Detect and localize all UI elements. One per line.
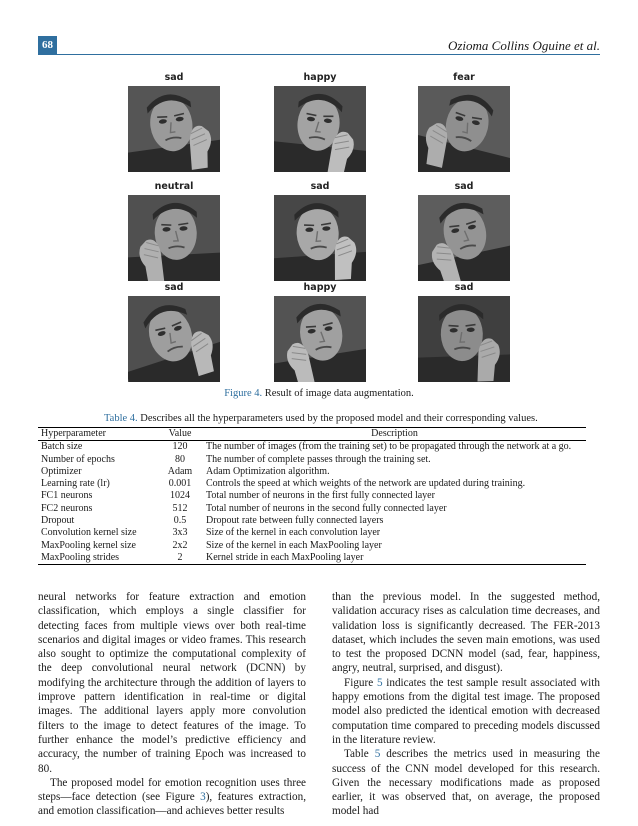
paragraph: [38, 776, 306, 819]
cell-description: Total number of neurons in the second fully connected layer: [206, 502, 447, 514]
table-row: [38, 515, 586, 527]
cell-hyperparameter: Optimizer: [41, 465, 82, 477]
cell-description: Kernel stride in each MaxPooling layer: [203, 552, 586, 565]
cell-value: 3x3: [172, 527, 188, 539]
cell-hyperparameter: Learning rate (lr): [41, 478, 110, 490]
header-value: Value: [157, 428, 203, 441]
face-photo-graphic: [128, 296, 220, 382]
cell-value: 512: [172, 502, 188, 514]
face-photo: [274, 86, 366, 172]
table-row: [38, 478, 586, 490]
cell-hyperparameter: MaxPooling kernel size: [41, 539, 136, 551]
cell-value: 0.001: [168, 478, 192, 490]
emotion-label: sad: [310, 181, 330, 192]
cell-value: 120: [172, 441, 188, 453]
table-row: [38, 490, 586, 502]
paragraph: [332, 676, 600, 747]
face-photo: [418, 195, 510, 281]
page-header: [38, 36, 600, 56]
face-photo-graphic: [418, 86, 510, 172]
table-row: [38, 466, 586, 478]
face-photo-graphic: [418, 195, 510, 281]
face-photo-graphic: [128, 86, 220, 172]
cell-value: 2: [157, 552, 203, 565]
face-photo: [418, 296, 510, 382]
face-photo: [274, 296, 366, 382]
face-photo-graphic: [128, 195, 220, 281]
face-photo-graphic: [274, 195, 366, 281]
header-hyperparameter: Hyperparameter: [38, 428, 157, 441]
cell-hyperparameter: FC1 neurons: [41, 490, 93, 502]
figure-3-link[interactable]: 3: [200, 791, 206, 804]
emotion-label: sad: [454, 282, 474, 293]
cell-hyperparameter: Convolution kernel size: [41, 527, 137, 539]
emotion-label: neutral: [154, 181, 194, 192]
paragraph-text: ), features extraction, and emotion classification—and achieves better results: [38, 791, 306, 818]
figure-caption-text: Result of image data augmentation.: [262, 388, 414, 399]
face-photo: [418, 86, 510, 172]
face-photo-graphic: [274, 296, 366, 382]
body-column-right: [332, 590, 600, 819]
page-number: 68: [38, 36, 57, 54]
table-caption: [104, 413, 538, 424]
figure-5-link[interactable]: 5: [376, 676, 383, 689]
header-description: Description: [203, 428, 586, 441]
table-5-link[interactable]: 5: [374, 748, 381, 761]
cell-value: 0.5: [173, 515, 187, 527]
paragraph: neural networks for feature extraction and emotion classification, which employs a single classifier for detecting faces from multiple views over both real-time scenarios and digital images or video frames. This research also sought to optimize the computational complexity of the deep convolutional neural network (DCNN) by modifying the architecture through the addition of layers to improve pattern identification in real-time or digital images. The additional layers apply more convolution filters to the image to detect features of the image. To further enhance the model’s predictive efficiency and accuracy, the number of training Epoch was increased to 80.: [38, 591, 306, 775]
header-rule: [38, 54, 600, 55]
table-caption-text: Describes all the hyperparameters used by the proposed model and their corresponding values.: [137, 413, 538, 424]
face-photo-graphic: [274, 86, 366, 172]
cell-hyperparameter: Dropout: [41, 515, 75, 527]
table-row: [38, 552, 586, 565]
cell-description: Size of the kernel in each MaxPooling layer: [206, 539, 382, 551]
figure-caption: [0, 388, 638, 399]
cell-description: Controls the speed at which weights of the network are updated during training.: [206, 478, 526, 490]
table-row: [38, 527, 586, 539]
cell-description: The number of complete passes through the training set.: [206, 453, 431, 465]
emotion-label: sad: [164, 282, 184, 293]
cell-value: 80: [175, 453, 185, 465]
paragraph: than the previous model. In the suggested method, validation accuracy rises as calculation time decreases, and validation loss is significantly decreased. The FER-2013 dataset, which includes the seven main emotions, was used to test the proposed DCNN model (sad, fear, happiness, angry, neutral, surprised, and disgust).: [332, 591, 600, 675]
paragraph-text: describes the metrics used in measuring the success of the CNN model developed for this research. Given the necessary modifications made as proposed earlier, it was observed that, on average, the proposed model had: [332, 748, 600, 818]
running-author: Ozioma Collins Oguine et al.: [447, 38, 600, 53]
table-caption-label: Table 4.: [104, 413, 138, 424]
cell-hyperparameter: FC2 neurons: [41, 502, 93, 514]
cell-hyperparameter: Batch size: [41, 441, 83, 453]
body-column-left: [38, 590, 306, 819]
emotion-label: happy: [303, 282, 337, 293]
paragraph-text: The proposed model for emotion recognition uses three steps—face detection (see Figure: [38, 776, 306, 804]
table-row: [38, 454, 586, 466]
table-row: [38, 441, 586, 454]
face-photo-graphic: [418, 296, 510, 382]
cell-description: Dropout rate between fully connected layers: [206, 515, 384, 527]
cell-description: The number of images (from the training set) to be propagated through the network at a go.: [206, 441, 572, 453]
cell-hyperparameter: Number of epochs: [41, 453, 115, 465]
emotion-label: fear: [453, 72, 475, 83]
table-row: [38, 540, 586, 552]
emotion-label: sad: [454, 181, 474, 192]
face-photo: [128, 296, 220, 382]
face-photo: [274, 195, 366, 281]
paragraph-text: indicates the test sample result associated with happy emotions from the digital test image. The proposed model also predicted the identical emotion with decreased computation time compared to preceding models discussed in the literature review.: [332, 676, 600, 746]
face-photo: [128, 195, 220, 281]
cell-value: Adam: [167, 465, 193, 477]
hyperparameter-table: [38, 427, 586, 565]
cell-hyperparameter: MaxPooling strides: [38, 552, 157, 565]
face-photo: [128, 86, 220, 172]
emotion-label: sad: [164, 72, 184, 83]
emotion-label: happy: [303, 72, 337, 83]
cell-value: 1024: [170, 490, 190, 502]
paragraph-text: Table: [344, 748, 375, 761]
paragraph-text: Figure: [344, 676, 377, 689]
table-row: [38, 503, 586, 515]
table-header-row: [38, 428, 586, 441]
cell-description: Size of the kernel in each convolution layer: [206, 527, 381, 539]
cell-description: Adam Optimization algorithm.: [206, 465, 330, 477]
figure-caption-label: Figure 4.: [224, 388, 263, 399]
paragraph: [332, 747, 600, 818]
cell-value: 2x2: [172, 539, 188, 551]
cell-description: Total number of neurons in the first fully connected layer: [206, 490, 435, 502]
